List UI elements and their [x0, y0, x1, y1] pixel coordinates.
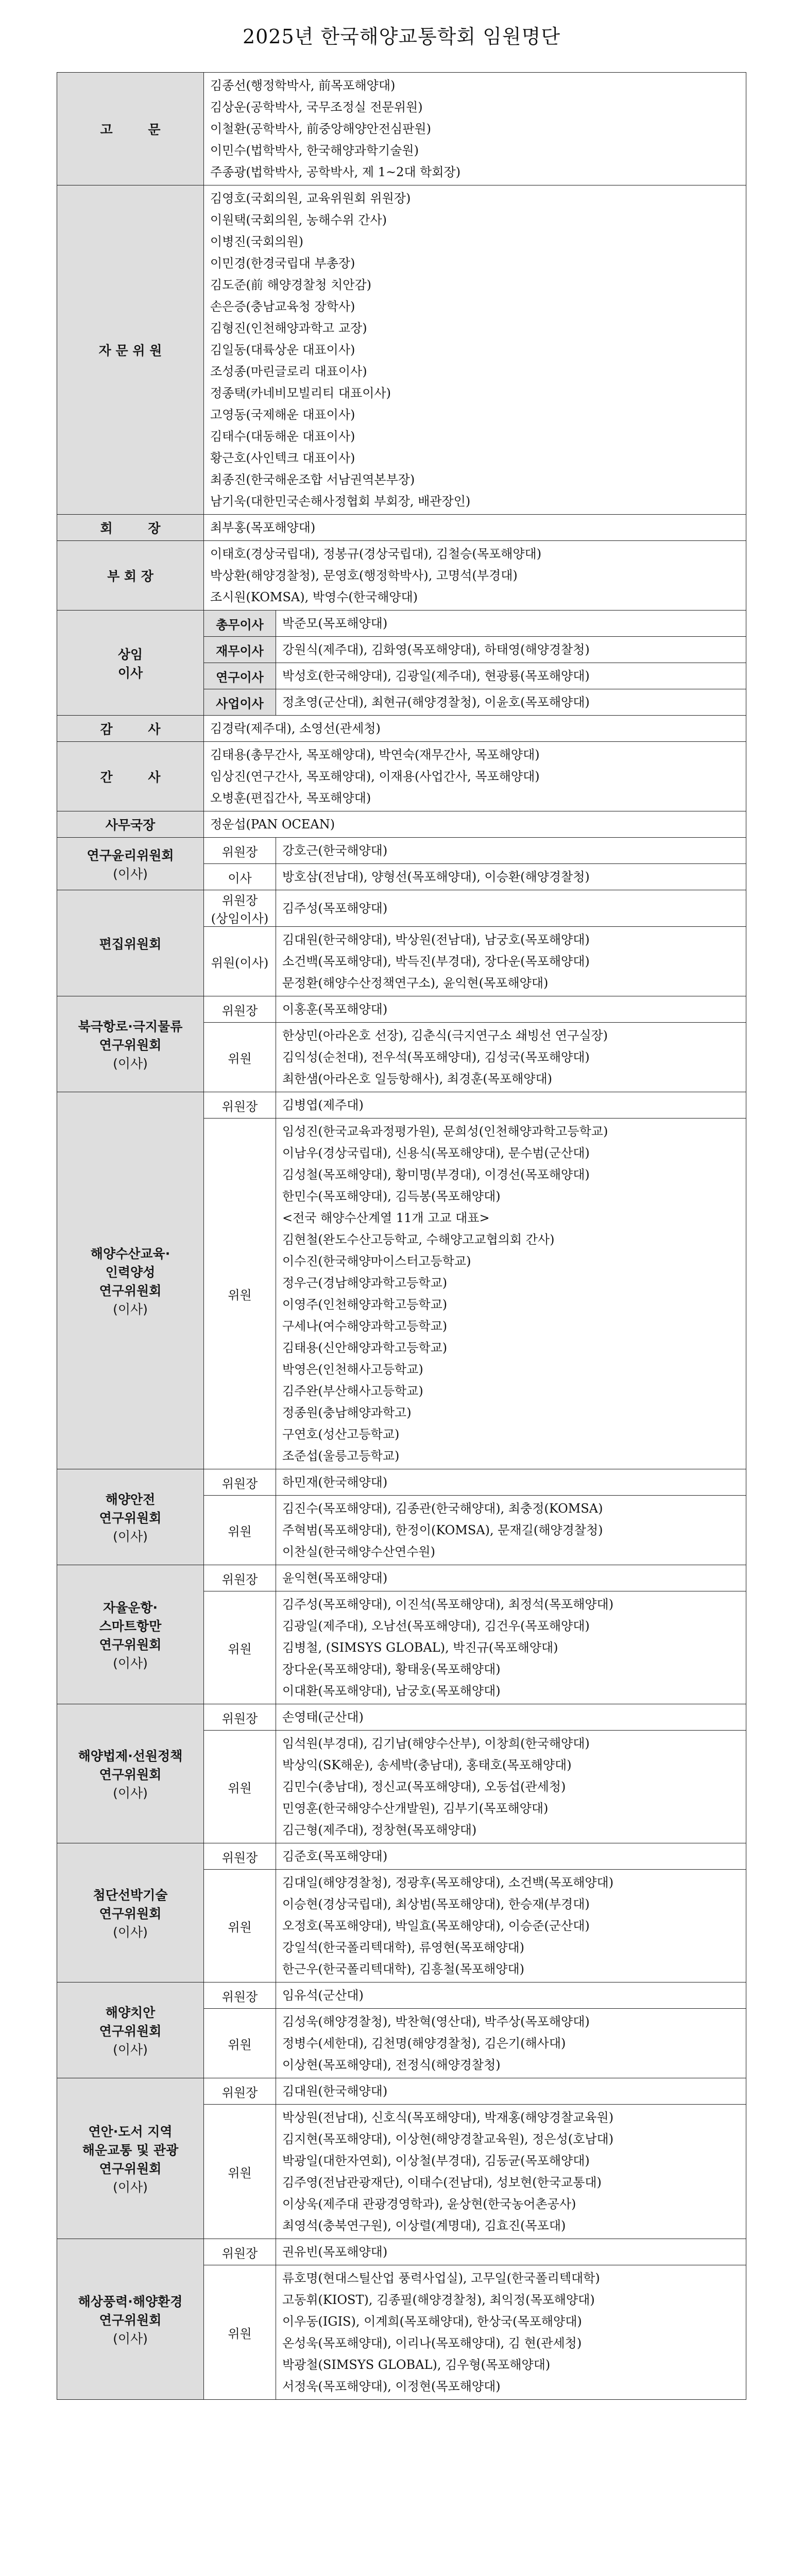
member-list	[276, 1496, 746, 1565]
member-list	[276, 689, 746, 716]
member-list	[276, 2078, 746, 2105]
section-row	[57, 742, 746, 811]
role-label: 위원장	[204, 1704, 276, 1731]
committee-row	[57, 2078, 746, 2105]
committee-row	[57, 838, 746, 864]
member-line: 박광철(SIMSYS GLOBAL), 김우형(목포해양대)	[282, 2358, 551, 2372]
committee-row	[57, 1843, 746, 1870]
member-line: 김태수(대동해운 대표이사)	[210, 429, 355, 444]
section-sublabel: (이사)	[113, 2331, 148, 2346]
member-line: 이홍훈(목포해양대)	[282, 1002, 388, 1016]
committee-row	[57, 1565, 746, 1591]
section-label-text: 고 문	[100, 122, 176, 137]
member-line: 박준모(목포해양대)	[282, 616, 388, 631]
member-line: 정초영(군산대), 최현규(해양경찰청), 이윤호(목포해양대)	[282, 695, 590, 709]
member-list	[276, 927, 746, 996]
member-line: 이민수(법학박사, 한국해양과학기술원)	[210, 143, 419, 158]
role-label: 위원	[204, 1023, 276, 1092]
member-list	[276, 2105, 746, 2239]
member-line: 김경락(제주대), 소영선(관세청)	[210, 721, 381, 736]
member-line: 이남우(경상국립대), 신용식(목포해양대), 문수범(군산대)	[282, 1146, 590, 1160]
member-line: 김형진(인천해양과학고 교장)	[210, 321, 367, 335]
member-line: 한근우(한국폴리텍대학), 김흥철(목포해양대)	[282, 1962, 525, 1976]
member-line: 이태호(경상국립대), 정봉규(경상국립대), 김철승(목포해양대)	[210, 547, 542, 561]
section-sublabel: (이사)	[113, 1655, 148, 1671]
member-line: 정병수(세한대), 김천명(해양경찰청), 김은기(해사대)	[282, 2036, 566, 2050]
member-line: 김민수(충남대), 정신교(목포해양대), 오동섭(관세청)	[282, 1780, 566, 1794]
member-line: 김태용(총무간사, 목포해양대), 박연숙(재무간사, 목포해양대)	[210, 748, 540, 762]
member-list	[276, 1870, 746, 1982]
member-list	[204, 515, 746, 541]
member-list	[276, 1565, 746, 1591]
subsection-label: 총무이사	[204, 611, 276, 637]
role-label: 위원장	[204, 1092, 276, 1118]
subsection-label: 재무이사	[204, 637, 276, 663]
member-list	[276, 1731, 746, 1843]
section-label-text: 북극항로·극지물류 연구위원회	[78, 1019, 183, 1053]
member-line: 최영석(충북연구원), 이상렬(계명대), 김효진(목포대)	[282, 2218, 566, 2233]
member-list	[204, 73, 746, 185]
role-label: 위원장	[204, 1982, 276, 2009]
section-label-text: 편집위원회	[99, 936, 162, 952]
member-line: 박성호(한국해양대), 김광일(제주대), 현광룡(목포해양대)	[282, 669, 590, 683]
section-row	[57, 73, 746, 185]
member-line: <전국 해양수산계열 11개 고교 대표>	[282, 1211, 490, 1225]
member-line: 주종광(법학박사, 공학박사, 제 1~2대 학회장)	[210, 165, 461, 179]
committee-row	[57, 1092, 746, 1118]
section-sublabel: (이사)	[113, 1529, 148, 1544]
subsection-row	[57, 611, 746, 637]
section-label	[57, 838, 204, 890]
member-list	[204, 811, 746, 838]
member-line: 김지현(목포해양대), 이상현(해양경찰교육원), 정은성(호남대)	[282, 2132, 614, 2146]
member-list	[276, 1469, 746, 1496]
section-label	[57, 1092, 204, 1469]
member-list	[276, 1843, 746, 1870]
member-line: 김주성(목포해양대)	[282, 901, 388, 916]
member-line: 손영태(군산대)	[282, 1710, 364, 1724]
member-line: 손은증(충남교육청 장학사)	[210, 299, 355, 314]
section-label-text: 연안·도서 지역 해운교통 및 관광 연구위원회	[82, 2124, 179, 2176]
member-line: 정종원(충남해양과학고)	[282, 1405, 412, 1420]
member-line: 이수진(한국해양마이스터고등학교)	[282, 1254, 471, 1268]
section-label-text: 간 사	[100, 770, 176, 785]
member-list	[276, 1704, 746, 1731]
member-line: 남기욱(대한민국손해사정협회 부회장, 배관장인)	[210, 494, 471, 509]
member-line: 김종선(행정학박사, 前목포해양대)	[210, 78, 396, 93]
member-line: 이상현(목포해양대), 전정식(해양경찰청)	[282, 2058, 501, 2072]
role-label: 위원장	[204, 1843, 276, 1870]
member-list	[276, 890, 746, 927]
member-line: 류호명(현대스틸산업 풍력사업실), 고무일(한국폴리텍대학)	[282, 2271, 600, 2285]
section-label-text: 자율운항· 스마트항만 연구위원회	[99, 1600, 162, 1652]
member-line: 정종택(카네비모빌리티 대표이사)	[210, 386, 391, 400]
member-line: 김진수(목포해양대), 김종관(한국해양대), 최충정(KOMSA)	[282, 1501, 603, 1516]
member-list	[276, 1591, 746, 1704]
member-line: 조준섭(울릉고등학교)	[282, 1449, 400, 1463]
section-label	[57, 890, 204, 996]
member-list	[204, 185, 746, 515]
section-label	[57, 1469, 204, 1565]
member-line: 김준호(목포해양대)	[282, 1849, 388, 1863]
member-line: 이대환(목포해양대), 남궁호(목포해양대)	[282, 1684, 501, 1698]
member-list	[276, 1092, 746, 1118]
member-line: 고영동(국제해운 대표이사)	[210, 408, 355, 422]
section-label	[57, 2078, 204, 2239]
section-sublabel: (이사)	[113, 1056, 148, 1071]
subsection-label: 연구이사	[204, 663, 276, 689]
member-line: 구세나(여수해양과학고등학교)	[282, 1319, 448, 1333]
member-line: 김대일(해양경찰청), 정광후(목포해양대), 소건백(목포해양대)	[282, 1875, 614, 1890]
member-line: 이민경(한경국립대 부총장)	[210, 256, 355, 270]
role-label: 위원	[204, 2265, 276, 2400]
member-line: 강원식(제주대), 김화영(목포해양대), 하태영(해양경찰청)	[282, 642, 590, 657]
section-label	[57, 1704, 204, 1843]
section-label	[57, 73, 204, 185]
member-line: 최부홍(목포해양대)	[210, 520, 316, 535]
member-line: 임석원(부경대), 김기남(해양수산부), 이창희(한국해양대)	[282, 1736, 590, 1751]
committee-row	[57, 996, 746, 1023]
member-list	[204, 742, 746, 811]
member-line: 이승현(경상국립대), 최상범(목포해양대), 한승재(부경대)	[282, 1897, 590, 1911]
member-line: 김주영(전남관광재단), 이태수(전남대), 성보현(한국교통대)	[282, 2175, 602, 2190]
role-label: 이사	[204, 864, 276, 890]
section-label-text: 연구윤리위원회	[87, 848, 174, 863]
member-line: 이우동(IGIS), 이계희(목포해양대), 한상국(목포해양대)	[282, 2314, 582, 2329]
role-label: 위원장	[204, 1565, 276, 1591]
member-line: 김성철(목포해양대), 황미명(부경대), 이경선(목포해양대)	[282, 1167, 590, 1182]
section-label-text: 해양법제·선원정책 연구위원회	[78, 1748, 183, 1782]
section-label-text: 자 문 위 원	[98, 343, 162, 358]
member-line: 김대원(한국해양대)	[282, 2084, 388, 2098]
member-line: 김일동(대륙상운 대표이사)	[210, 343, 355, 357]
member-list	[204, 716, 746, 742]
member-line: 한상민(아라온호 선장), 김춘식(극지연구소 쇄빙선 연구실장)	[282, 1028, 608, 1043]
member-line: 장다운(목포해양대), 황태웅(목포해양대)	[282, 1662, 501, 1676]
section-row	[57, 185, 746, 515]
member-line: 온성욱(목포해양대), 이리나(목포해양대), 김 현(관세청)	[282, 2336, 582, 2350]
member-list	[276, 2265, 746, 2400]
member-line: 김태용(신안해양과학고등학교)	[282, 1341, 448, 1355]
section-label	[57, 811, 204, 838]
section-row	[57, 716, 746, 742]
committee-row	[57, 890, 746, 927]
member-line: 오병훈(편집간사, 목포해양대)	[210, 791, 371, 805]
member-line: 황근호(사인텍크 대표이사)	[210, 451, 355, 465]
member-list	[276, 864, 746, 890]
section-label	[57, 1565, 204, 1704]
member-line: 조성종(마린글로리 대표이사)	[210, 364, 367, 379]
member-line: 서정욱(목포해양대), 이정현(목포해양대)	[282, 2379, 501, 2394]
member-line: 김주성(목포해양대), 이진석(목포해양대), 최정석(목포해양대)	[282, 1597, 614, 1612]
member-list	[276, 838, 746, 864]
member-line: 한민수(목포해양대), 김득봉(목포해양대)	[282, 1189, 501, 1204]
section-label-text: 해양수산교육· 인력양성 연구위원회	[90, 1246, 170, 1298]
section-sublabel: (이사)	[113, 1924, 148, 1940]
role-label: 위원	[204, 2105, 276, 2239]
section-label	[57, 1843, 204, 1982]
section-label-text: 해상풍력·해양환경 연구위원회	[78, 2294, 183, 2328]
member-line: 박상환(해양경찰청), 문영호(행정학박사), 고명석(부경대)	[210, 568, 518, 583]
member-line: 문정환(해양수산정책연구소), 윤익현(목포해양대)	[282, 976, 549, 990]
member-line: 김병철, (SIMSYS GLOBAL), 박진규(목포해양대)	[282, 1640, 558, 1655]
section-row	[57, 811, 746, 838]
committee-row	[57, 2239, 746, 2265]
member-line: 박상익(SK해운), 송세박(충남대), 홍태호(목포해양대)	[282, 1758, 572, 1772]
member-line: 이원택(국회의원, 농해수위 간사)	[210, 213, 387, 227]
member-line: 정우근(경남해양과학고등학교)	[282, 1276, 448, 1290]
member-list	[276, 611, 746, 637]
member-list	[276, 2009, 746, 2078]
page-title: 2025년 한국해양교통학회 임원명단	[242, 25, 561, 48]
role-label: 위원장	[204, 996, 276, 1023]
section-sublabel: (이사)	[113, 866, 148, 882]
member-line: 김근형(제주대), 정창현(목포해양대)	[282, 1823, 477, 1837]
section-row	[57, 515, 746, 541]
member-line: 김광일(제주대), 오남선(목포해양대), 김건우(목포해양대)	[282, 1619, 590, 1633]
member-line: 김주완(부산해사고등학교)	[282, 1384, 423, 1398]
member-line: 김현철(완도수산고등학교, 수해양고교협의회 간사)	[282, 1232, 555, 1247]
member-list	[276, 663, 746, 689]
member-line: 이병진(국회의원)	[210, 234, 304, 249]
committee-row	[57, 1704, 746, 1731]
section-label-text: 회 장	[100, 521, 176, 536]
member-line: 이철환(공학박사, 前중앙해양안전심판원)	[210, 122, 431, 136]
member-line: 김병엽(제주대)	[282, 1098, 364, 1112]
role-label: 위원장	[204, 1469, 276, 1496]
member-list	[276, 996, 746, 1023]
member-line: 김대원(한국해양대), 박상원(전남대), 남궁호(목포해양대)	[282, 933, 590, 947]
member-line: 이상욱(제주대 관광경영학과), 윤상현(한국농어촌공사)	[282, 2197, 576, 2211]
section-label-text: 부 회 장	[107, 569, 153, 584]
section-sublabel: (이사)	[113, 1301, 148, 1317]
section-label	[57, 611, 204, 716]
section-label	[57, 2239, 204, 2400]
role-label: 위원	[204, 1731, 276, 1843]
role-label: 위원장	[204, 838, 276, 864]
role-label: 위원장	[204, 2078, 276, 2105]
member-line: 이영주(인천해양과학고등학교)	[282, 1297, 448, 1312]
member-line: 조시원(KOMSA), 박영수(한국해양대)	[210, 590, 418, 604]
section-label-text: 첨단선박기술 연구위원회	[93, 1887, 168, 1921]
member-line: 구연호(성산고등학교)	[282, 1427, 400, 1442]
member-line: 최한샘(아라온호 일등항해사), 최경훈(목포해양대)	[282, 1072, 553, 1086]
role-label: 위원장	[204, 2239, 276, 2265]
section-label	[57, 1982, 204, 2078]
member-list	[204, 541, 746, 611]
committee-row	[57, 1469, 746, 1496]
member-line: 박영은(인천해사고등학교)	[282, 1362, 423, 1377]
member-line: 강일석(한국폴리텍대학), 류영현(목포해양대)	[282, 1940, 525, 1955]
member-line: 김도준(前 해양경찰청 치안감)	[210, 278, 372, 292]
section-label-text: 해양안전 연구위원회	[99, 1492, 162, 1526]
member-line: 소건백(목포해양대), 박득진(부경대), 장다운(목포해양대)	[282, 954, 590, 969]
section-sublabel: (이사)	[113, 2042, 148, 2057]
role-label: 위원	[204, 1870, 276, 1982]
member-line: 김상운(공학박사, 국무조정실 전문위원)	[210, 100, 423, 114]
role-label: 위원	[204, 1591, 276, 1704]
section-row	[57, 541, 746, 611]
member-line: 박광일(대한자연회), 이상철(부경대), 김동균(목포해양대)	[282, 2154, 590, 2168]
member-line: 방호삼(전남대), 양형선(목포해양대), 이승환(해양경찰청)	[282, 870, 590, 884]
member-line: 김성욱(해양경찰청), 박찬혁(영산대), 박주상(목포해양대)	[282, 2014, 590, 2029]
member-line: 박상원(전남대), 신호식(목포해양대), 박재홍(해양경찰교육원)	[282, 2110, 614, 2125]
section-label-text: 감 사	[100, 722, 176, 737]
member-line: 정운섭(PAN OCEAN)	[210, 817, 335, 832]
member-list	[276, 637, 746, 663]
member-line: 최종진(한국해운조합 서남권역본부장)	[210, 472, 415, 487]
role-label: 위원장 (상임이사)	[204, 890, 276, 927]
section-label-text: 해양치안 연구위원회	[99, 2005, 162, 2039]
role-label: 위원	[204, 2009, 276, 2078]
member-line: 강호근(한국해양대)	[282, 843, 388, 858]
member-list	[276, 1023, 746, 1092]
member-line: 오정호(목포해양대), 박일효(목포해양대), 이승준(군산대)	[282, 1919, 590, 1933]
section-sublabel: (이사)	[113, 1785, 148, 1801]
member-line: 김익성(순천대), 전우석(목포해양대), 김성국(목포해양대)	[282, 1050, 590, 1064]
section-label	[57, 515, 204, 541]
member-line: 주혁범(목포해양대), 한정이(KOMSA), 문재길(해양경찰청)	[282, 1523, 603, 1537]
member-line: 임성진(한국교육과정평가원), 문희성(인천해양과학고등학교)	[282, 1124, 608, 1139]
roster-table	[57, 72, 746, 2400]
section-label	[57, 742, 204, 811]
member-line: 김영호(국회의원, 교육위원회 위원장)	[210, 191, 411, 206]
role-label: 위원	[204, 1118, 276, 1469]
member-line: 이찬실(한국해양수산연수원)	[282, 1545, 435, 1559]
section-label-text: 사무국장	[105, 818, 156, 833]
section-label	[57, 716, 204, 742]
section-label	[57, 185, 204, 515]
member-line: 권유빈(목포해양대)	[282, 2245, 388, 2259]
section-label	[57, 996, 204, 1092]
member-line: 윤익현(목포해양대)	[282, 1571, 388, 1585]
member-line: 민영훈(한국해양수산개발원), 김부기(목포해양대)	[282, 1801, 549, 1816]
role-label: 위원	[204, 1496, 276, 1565]
section-sublabel: (이사)	[113, 2179, 148, 2195]
member-line: 고동휘(KIOST), 김종필(해양경찰청), 최익정(목포해양대)	[282, 2293, 595, 2307]
member-list	[276, 1118, 746, 1469]
committee-row	[57, 1982, 746, 2009]
section-label-text: 상임 이사	[117, 647, 143, 681]
role-label: 위원(이사)	[204, 927, 276, 996]
member-list	[276, 1982, 746, 2009]
section-label	[57, 541, 204, 611]
member-line: 임상진(연구간사, 목포해양대), 이재용(사업간사, 목포해양대)	[210, 769, 540, 784]
subsection-label: 사업이사	[204, 689, 276, 716]
member-line: 임유석(군산대)	[282, 1988, 364, 2003]
member-list	[276, 2239, 746, 2265]
member-line: 하민재(한국해양대)	[282, 1475, 388, 1489]
